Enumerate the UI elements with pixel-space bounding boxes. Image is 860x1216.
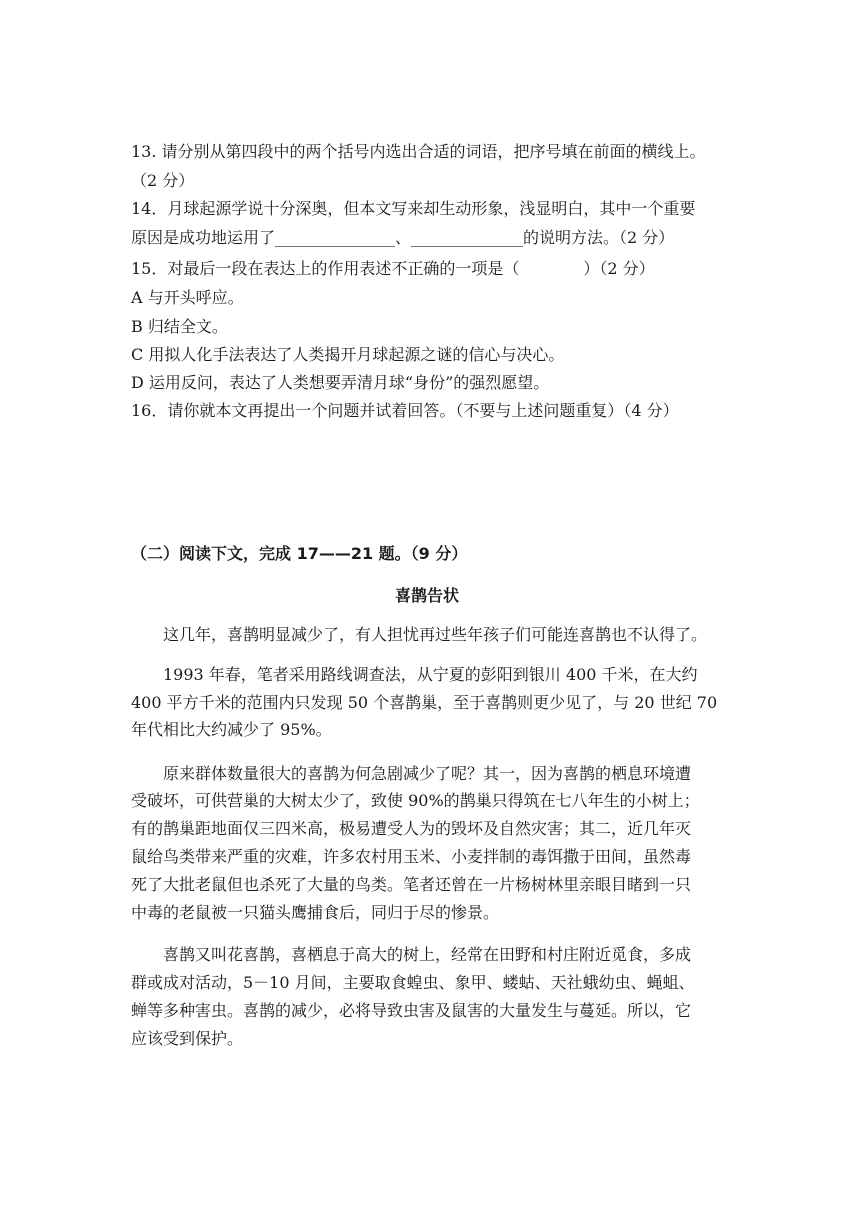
paragraph-4-line-3: 蝉等多种害虫。喜鹊的减少，必将导致虫害及鼠害的大量发生与蔓延。所以，它 xyxy=(131,1001,692,1020)
paragraph-4-line-4: 应该受到保护。 xyxy=(131,1029,244,1048)
paragraph-3-line-3: 有的鹊巢距地面仅三四米高，极易遭受人为的毁坏及自然灾害；其二，近几年灭 xyxy=(131,819,692,838)
paragraph-2-line-3: 年代相比大约减少了 95%。 xyxy=(131,720,332,739)
paragraph-3-line-6: 中毒的老鼠被一只猫头鹰捕食后，同归于尽的惨景。 xyxy=(131,903,500,922)
paragraph-3-line-2: 受破坏，可供营巢的大树太少了，致使 90%的鹊巢只得筑在七八年生的小树上； xyxy=(131,791,700,810)
question-15-option-a: A 与开头呼应。 xyxy=(131,288,244,307)
question-16: 16．请你就本文再提出一个问题并试着回答。（不要与上述问题重复）（4 分） xyxy=(131,401,679,420)
paragraph-2-line-2: 400 平方千米的范围内只发现 50 个喜鹊巢，至于喜鹊则更少见了，与 20 世纪 70 xyxy=(131,693,718,712)
question-13-line-1: 13. 请分别从第四段中的两个括号内选出合适的词语，把序号填在前面的横线上。 xyxy=(131,142,706,161)
question-13-line-2: （2 分） xyxy=(131,171,195,190)
paragraph-2-line-1: 1993 年春，笔者采用路线调查法，从宁夏的彭阳到银川 400 千米，在大约 xyxy=(163,665,698,684)
question-15-option-c: C 用拟人化手法表达了人类揭开月球起源之谜的信心与决心。 xyxy=(131,345,565,364)
question-14-line-2: 原因是成功地运用了_______________、______________的说明方法。（2 分） xyxy=(131,228,675,247)
question-15-option-d: D 运用反问，表达了人类想要弄清月球“身份”的强烈愿望。 xyxy=(131,373,550,392)
article-title: 喜鹊告状 xyxy=(395,586,460,605)
section-heading: （二）阅读下文，完成 17——21 题。（9 分） xyxy=(131,544,468,563)
paragraph-3-line-4: 鼠给鸟类带来严重的灾难，许多农村用玉米、小麦拌制的毒饵撒于田间，虽然毒 xyxy=(131,847,692,866)
paragraph-3-line-5: 死了大批老鼠但也杀死了大量的鸟类。笔者还曾在一片杨树林里亲眼目睹到一只 xyxy=(131,875,692,894)
question-15: 15．对最后一段在表达上的作用表述不正确的一项是（ ）（2 分） xyxy=(131,259,655,278)
paragraph-4-line-1: 喜鹊又叫花喜鹊，喜栖息于高大的树上，经常在田野和村庄附近觅食，多成 xyxy=(163,945,692,964)
paragraph-4-line-2: 群或成对活动，5－10 月间，主要取食蝗虫、象甲、蝼蛄、天社蛾幼虫、蝇蛆、 xyxy=(131,973,695,992)
paragraph-3-line-1: 原来群体数量很大的喜鹊为何急剧减少了呢？其一，因为喜鹊的栖息环境遭 xyxy=(163,764,692,783)
question-15-option-b: B 归结全文。 xyxy=(131,317,228,336)
question-14-line-1: 14．月球起源学说十分深奥，但本文写来却生动形象，浅显明白，其中一个重要 xyxy=(131,199,696,218)
paragraph-1-line-1: 这几年，喜鹊明显减少了，有人担忧再过些年孩子们可能连喜鹊也不认得了。 xyxy=(163,625,708,644)
